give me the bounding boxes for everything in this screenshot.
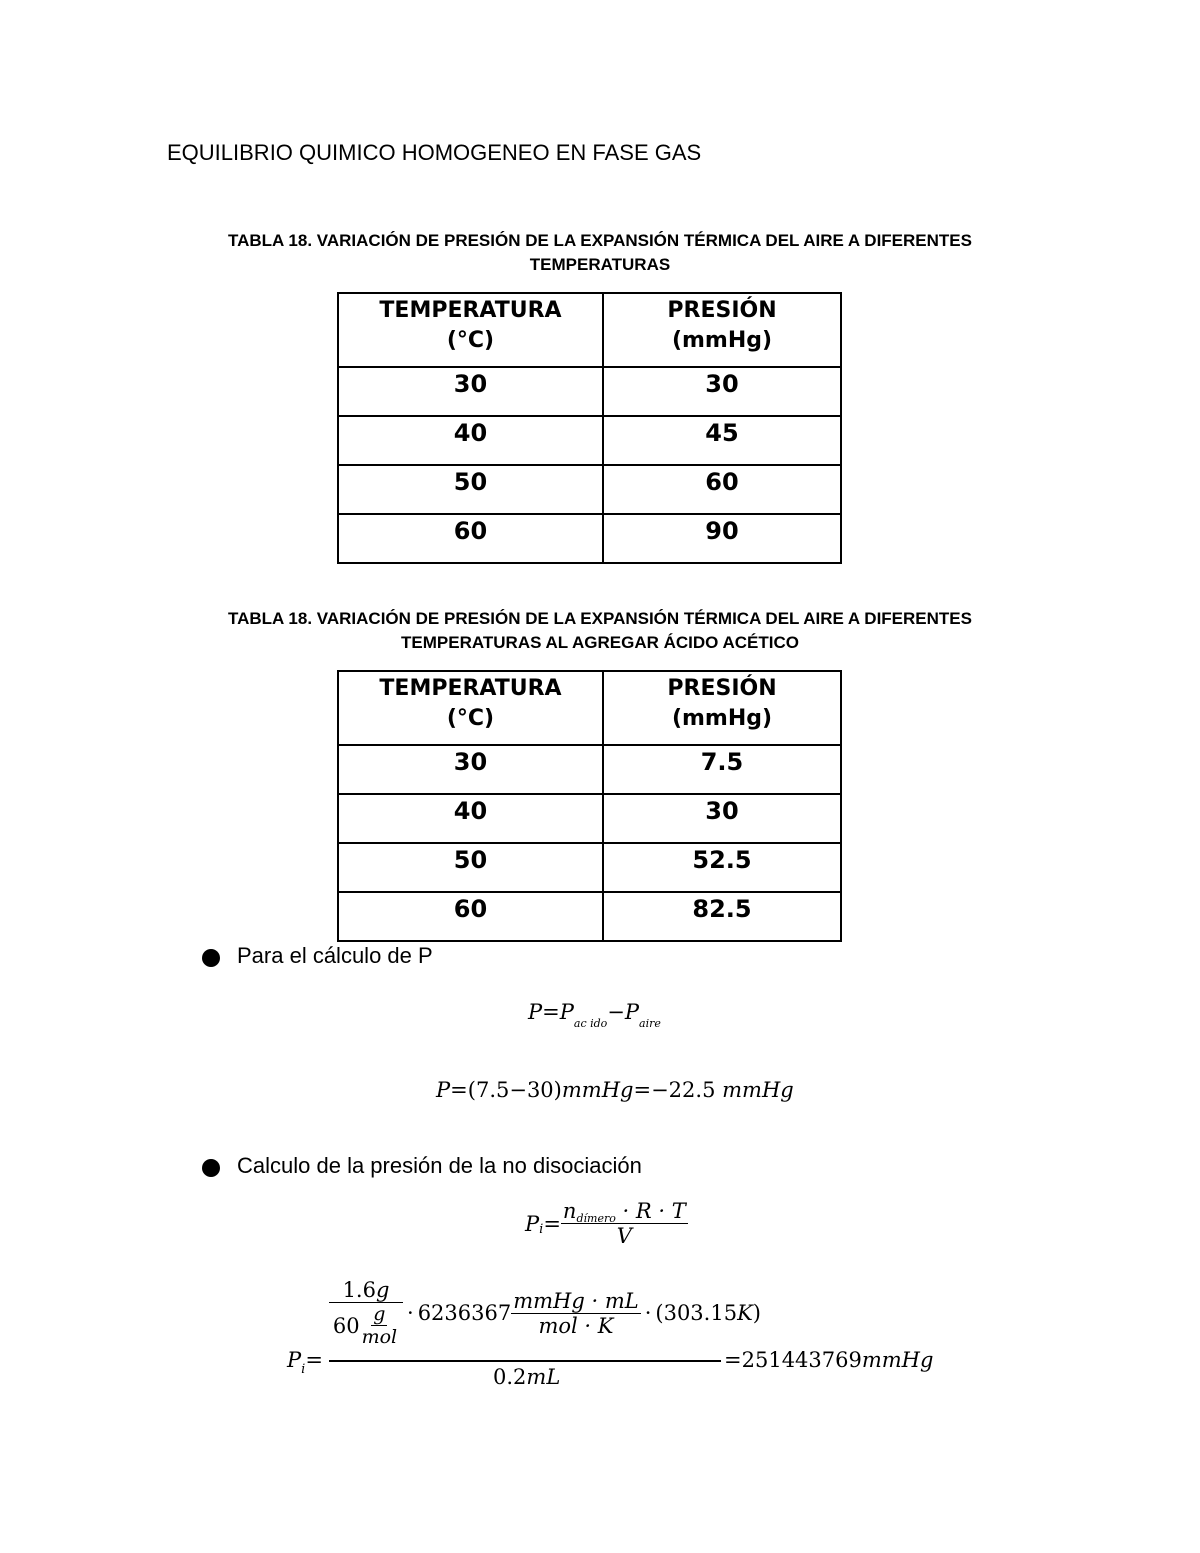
table1-caption-line2: TEMPERATURAS	[529, 255, 671, 274]
equation-p-result: P=(7.5−30)mmHg=−22.5 mmHg	[436, 1078, 794, 1102]
table-cell: 30	[338, 745, 603, 794]
big-fraction-numerator: 1.6g 60 $\frac{g}{\text{mol}}$ · 6236367 $\frac{\text{mmHg · mL}}{\text{mol · K}}$ · ( 303.15 K )	[329, 1278, 761, 1348]
table2-header-row	[338, 671, 841, 745]
equation-p-difference: $P=P_{ac ido}-P_{aire}$	[528, 1000, 661, 1030]
table2-header-pressure: PRESIÓN (mmHg)	[603, 671, 841, 745]
equation-pi-formula: P i = $\frac{\text{ndímero · R · T}}{V}$	[525, 1199, 686, 1248]
equation-pi-calculation	[287, 1270, 934, 1400]
table-cell: 50	[338, 465, 603, 514]
table-cell: 60	[603, 465, 841, 514]
table1	[337, 292, 842, 564]
big-equation-lhs: $P_i=$	[287, 1348, 323, 1377]
r-units-fraction: $\frac{\text{mmHg · mL}}{\text{mol · K}}$	[513, 1288, 639, 1338]
section1-bullet-text: Para el cálculo de P	[237, 943, 433, 968]
table-row	[338, 745, 841, 794]
table-cell: 30	[603, 367, 841, 416]
table-cell: 90	[603, 514, 841, 563]
table-cell: 7.5	[603, 745, 841, 794]
table-cell: 60	[338, 892, 603, 941]
table-cell: 45	[603, 416, 841, 465]
table-cell: 82.5	[603, 892, 841, 941]
table1-caption-line1: TABLA 18. VARIACIÓN DE PRESIÓN DE LA EXPANSIÓN TÉRMICA DEL AIRE A DIFERENTES	[228, 231, 972, 250]
bullet-icon	[202, 1159, 220, 1177]
pi-fraction: $\frac{\text{ndímero · R · T}}{V}$	[562, 1199, 686, 1248]
document-title: EQUILIBRIO QUIMICO HOMOGENEO EN FASE GAS	[167, 140, 702, 165]
table-cell: 52.5	[603, 843, 841, 892]
table-row	[338, 367, 841, 416]
table2-header-temperature: TEMPERATURA (°C)	[338, 671, 603, 745]
table-row	[338, 892, 841, 941]
table-row	[338, 843, 841, 892]
table-cell: 30	[338, 367, 603, 416]
table2-caption-line1: TABLA 18. VARIACIÓN DE PRESIÓN DE LA EXPANSIÓN TÉRMICA DEL AIRE A DIFERENTES	[228, 609, 972, 628]
table-cell: 30	[603, 794, 841, 843]
table2	[337, 670, 842, 942]
table1-header-temperature: TEMPERATURA (°C)	[338, 293, 603, 367]
big-fraction-denominator: 0.2mL	[493, 1365, 561, 1389]
table-cell: 50	[338, 843, 603, 892]
big-equation-result: =251443769mmHg	[724, 1348, 934, 1372]
mass-over-molar: 1.6g 60 $\frac{g}{\text{mol}}$	[329, 1278, 403, 1348]
table1-header-pressure: PRESIÓN (mmHg)	[603, 293, 841, 367]
table-row	[338, 794, 841, 843]
table1-caption	[150, 229, 1050, 277]
table-cell: 60	[338, 514, 603, 563]
bullet-icon	[202, 949, 220, 967]
table-cell: 40	[338, 416, 603, 465]
table-row	[338, 416, 841, 465]
table2-caption	[150, 607, 1050, 655]
table2-caption-line2: TEMPERATURAS AL AGREGAR ÁCIDO ACÉTICO	[401, 633, 799, 652]
table1-header-row	[338, 293, 841, 367]
table-row	[338, 514, 841, 563]
table-row	[338, 465, 841, 514]
section2-bullet-text: Calculo de la presión de la no disociación	[237, 1153, 642, 1178]
main-fraction-bar	[329, 1360, 721, 1362]
table-cell: 40	[338, 794, 603, 843]
